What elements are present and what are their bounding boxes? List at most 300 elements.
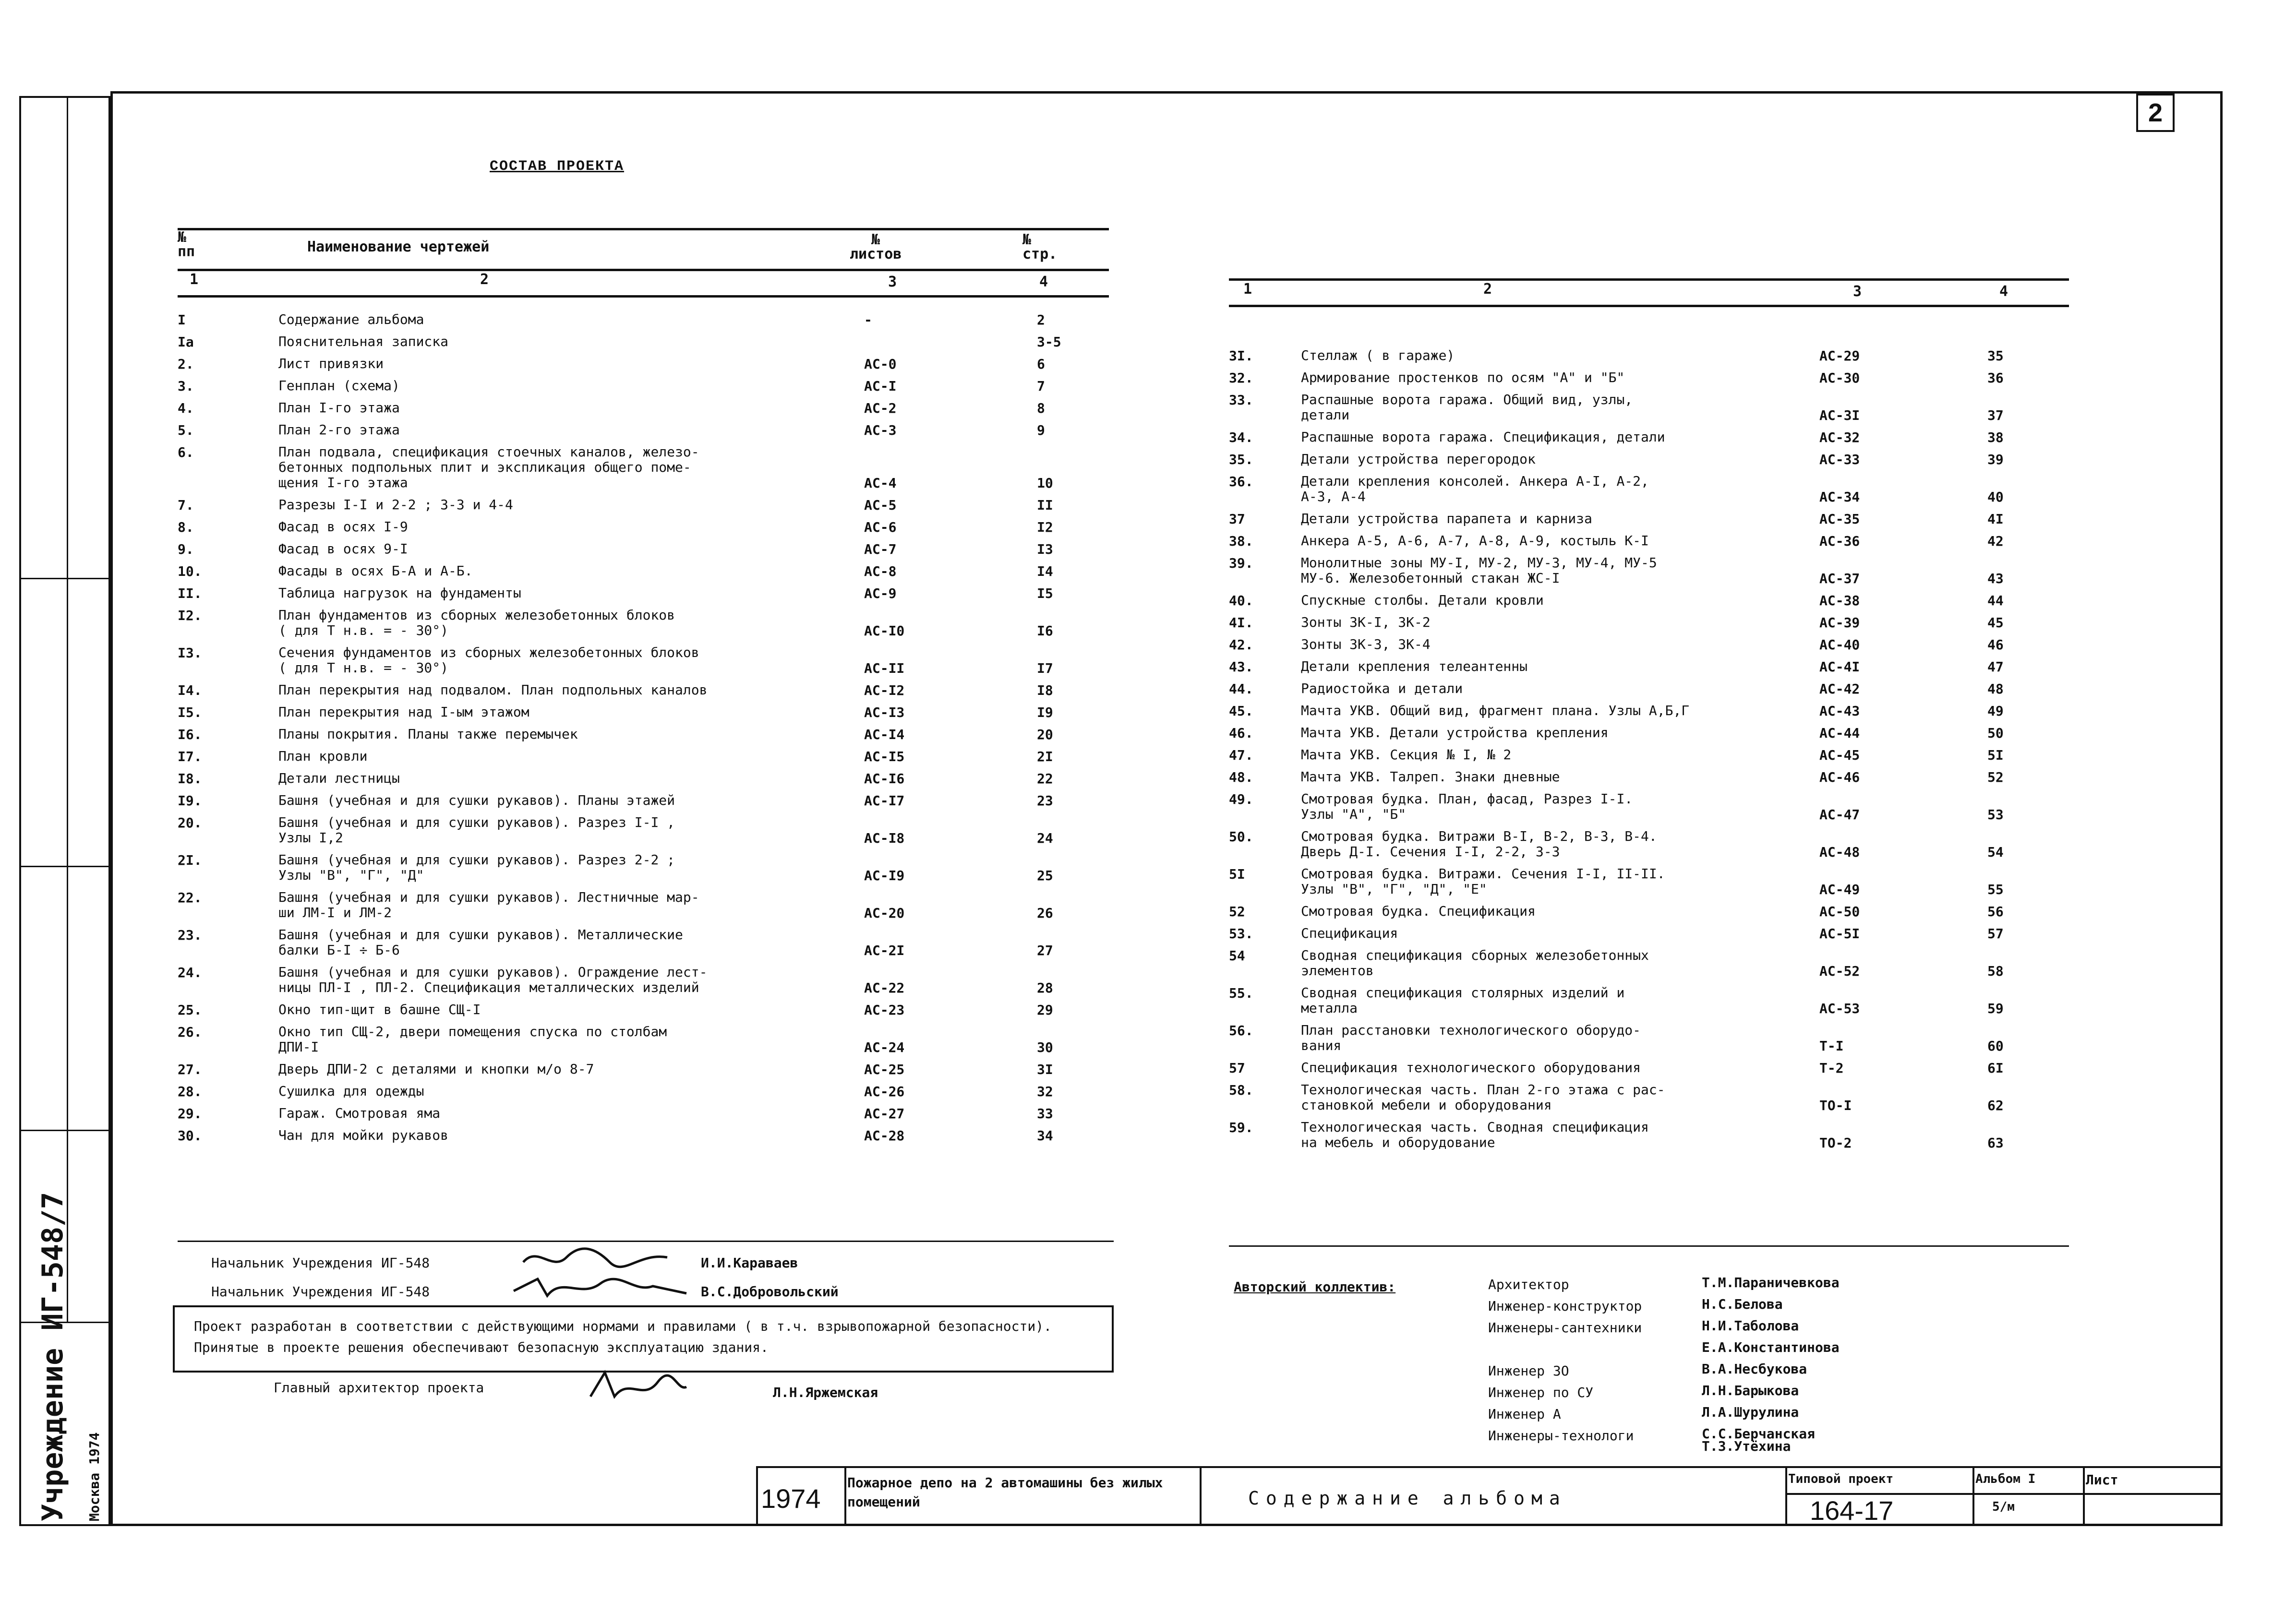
authors-heading: Авторский коллектив: bbox=[1234, 1279, 1396, 1295]
author-name: С.С.Берчанская Т.З.Утёхина bbox=[1702, 1426, 1816, 1454]
row-sheet: 38 bbox=[1987, 430, 2004, 445]
table-row bbox=[178, 705, 1109, 727]
row-sheet: 33 bbox=[1037, 1106, 1053, 1122]
table-row bbox=[1229, 452, 2069, 474]
table-row bbox=[178, 965, 1109, 1002]
table-row bbox=[178, 422, 1109, 444]
row-code: АС-20 bbox=[864, 905, 905, 921]
row-code: АС-26 bbox=[864, 1084, 905, 1099]
authors-top-rule bbox=[1229, 1245, 2069, 1247]
row-number: I9. bbox=[178, 793, 202, 809]
row-sheet: I8 bbox=[1037, 682, 1053, 698]
table-row bbox=[178, 793, 1109, 815]
row-code: АС-2 bbox=[864, 400, 897, 416]
table-row bbox=[178, 400, 1109, 422]
row-number: 23. bbox=[178, 927, 202, 943]
row-number: 7. bbox=[178, 497, 194, 513]
row-code: АС-4 bbox=[864, 475, 897, 491]
row-sheet: 44 bbox=[1987, 593, 2004, 609]
right-col1-index: 1 bbox=[1243, 281, 1252, 298]
row-number: Iа bbox=[178, 334, 194, 350]
left-header-top-rule bbox=[178, 228, 1109, 230]
row-name: Сводная спецификация сборных железобетонных элементов bbox=[1301, 947, 1649, 979]
table-row bbox=[1229, 430, 2069, 452]
row-code: АС-I bbox=[864, 378, 897, 394]
table-row bbox=[178, 585, 1109, 608]
row-number: 3I. bbox=[1229, 348, 1253, 364]
author-role: Инженер ЗО bbox=[1488, 1363, 1569, 1379]
row-sheet: 3-5 bbox=[1037, 334, 1061, 350]
left-col1-index: 1 bbox=[190, 271, 199, 288]
row-name: Распашные ворота гаража. Общий вид, узлы, детали bbox=[1301, 392, 1633, 423]
title-block-project-no: 164-17 bbox=[1810, 1495, 1894, 1526]
row-sheet: 59 bbox=[1987, 1001, 2004, 1016]
table-row bbox=[178, 927, 1109, 965]
table-row bbox=[178, 682, 1109, 705]
margin-org: Учреждение ИГ-548/7 bbox=[36, 1192, 70, 1521]
row-code: АС-48 bbox=[1819, 844, 1860, 860]
row-sheet: 26 bbox=[1037, 905, 1053, 921]
author-role: Инженеры-сантехники bbox=[1488, 1320, 1642, 1336]
table-row bbox=[178, 815, 1109, 852]
left-col-code-header: № листов bbox=[850, 231, 902, 263]
row-sheet: 9 bbox=[1037, 422, 1045, 438]
title-block-project-name: Пожарное депо на 2 автомашины без жилых помещений bbox=[847, 1475, 1163, 1510]
row-number: 24. bbox=[178, 965, 202, 980]
title-block-album-label: Альбом I bbox=[1975, 1472, 2036, 1486]
head1-role: Начальник Учреждения ИГ-548 bbox=[211, 1255, 430, 1271]
row-code: АС-37 bbox=[1819, 571, 1860, 586]
row-name: Сушилка для одежды bbox=[278, 1083, 424, 1099]
left-col4-index: 4 bbox=[1039, 274, 1048, 290]
row-code: АС-I2 bbox=[864, 682, 905, 698]
row-name: Мачта УКВ. Детали устройства крепления bbox=[1301, 725, 1609, 740]
right-col3-index: 3 bbox=[1853, 283, 1862, 300]
table-row bbox=[178, 356, 1109, 378]
row-number: 57 bbox=[1229, 1060, 1245, 1076]
row-code: АС-38 bbox=[1819, 593, 1860, 609]
row-number: I3. bbox=[178, 645, 202, 661]
row-name: Спецификация bbox=[1301, 925, 1398, 941]
table-row bbox=[178, 645, 1109, 682]
row-code: АС-9 bbox=[864, 585, 897, 601]
row-code: АС-46 bbox=[1819, 769, 1860, 785]
row-sheet: 46 bbox=[1987, 637, 2004, 653]
row-number: 9. bbox=[178, 541, 194, 557]
row-sheet: 63 bbox=[1987, 1135, 2004, 1151]
row-number: 56. bbox=[1229, 1023, 1253, 1039]
row-code: АС-3 bbox=[864, 422, 897, 438]
row-name: Сечения фундаментов из сборных железобетонных блоков ( для Т н.в. = - 30°) bbox=[278, 645, 699, 676]
row-number: 20. bbox=[178, 815, 202, 831]
row-number: 25. bbox=[178, 1002, 202, 1018]
row-name: Технологическая часть. Сводная спецификация на мебель и оборудование bbox=[1301, 1119, 1649, 1150]
row-sheet: 35 bbox=[1987, 348, 2004, 364]
row-code: АС-4I bbox=[1819, 659, 1860, 675]
row-sheet: 55 bbox=[1987, 882, 2004, 897]
author-role: Инженер-конструктор bbox=[1488, 1298, 1642, 1314]
row-code: АС-I5 bbox=[864, 749, 905, 764]
row-sheet: II bbox=[1037, 497, 1053, 513]
row-number: 47. bbox=[1229, 747, 1253, 763]
row-number: 37 bbox=[1229, 511, 1245, 527]
row-code: АС-34 bbox=[1819, 489, 1860, 505]
table-row bbox=[178, 749, 1109, 771]
table-row bbox=[1229, 474, 2069, 511]
author-role: Инженер А bbox=[1488, 1406, 1561, 1422]
row-code: АС-40 bbox=[1819, 637, 1860, 653]
author-name: Н.И.Таболова bbox=[1702, 1318, 1799, 1334]
row-code: АС-47 bbox=[1819, 807, 1860, 823]
row-number: 44. bbox=[1229, 681, 1253, 697]
row-number: 3. bbox=[178, 378, 194, 394]
row-sheet: 23 bbox=[1037, 793, 1053, 809]
table-row bbox=[1229, 866, 2069, 904]
row-code: АС-6 bbox=[864, 519, 897, 535]
row-name: Таблица нагрузок на фундаменты bbox=[278, 585, 521, 601]
row-sheet: 36 bbox=[1987, 370, 2004, 386]
table-row bbox=[178, 1106, 1109, 1128]
row-code: ТО-2 bbox=[1819, 1135, 1852, 1151]
row-sheet: 20 bbox=[1037, 727, 1053, 742]
row-name: План 2-го этажа bbox=[278, 422, 400, 438]
row-code: АС-I4 bbox=[864, 727, 905, 742]
row-name: Окно тип-щит в башне СЩ-I bbox=[278, 1002, 481, 1017]
row-number: 35. bbox=[1229, 452, 1253, 467]
row-code: АС-42 bbox=[1819, 681, 1860, 697]
row-name: Башня (учебная и для сушки рукавов). Металлические балки Б-I ÷ Б-6 bbox=[278, 927, 683, 958]
table-row bbox=[1229, 615, 2069, 637]
row-name: Детали лестницы bbox=[278, 770, 400, 786]
author-name: Т.М.Параничевкова bbox=[1702, 1275, 1840, 1290]
row-number: 50. bbox=[1229, 829, 1253, 845]
row-name: Смотровая будка. Спецификация bbox=[1301, 903, 1536, 919]
table-row bbox=[178, 890, 1109, 927]
row-number: 59. bbox=[1229, 1120, 1253, 1135]
author-name: Е.А.Константинова bbox=[1702, 1339, 1840, 1355]
row-code: АС-7 bbox=[864, 541, 897, 557]
title-block-list-label: Лист bbox=[2086, 1472, 2118, 1488]
row-number: I2. bbox=[178, 608, 202, 623]
row-name: Фасады в осях Б-А и А-Б. bbox=[278, 563, 473, 579]
row-number: I8. bbox=[178, 771, 202, 787]
table-row bbox=[1229, 769, 2069, 791]
row-sheet: 56 bbox=[1987, 904, 2004, 919]
row-number: I5. bbox=[178, 705, 202, 720]
row-code: АС-22 bbox=[864, 980, 905, 996]
table-row bbox=[178, 378, 1109, 400]
row-name: Детали устройства перегородок bbox=[1301, 451, 1536, 467]
left-col2-index: 2 bbox=[480, 271, 489, 288]
row-sheet: 37 bbox=[1987, 407, 2004, 423]
row-name: Содержание альбома bbox=[278, 311, 424, 327]
row-name: Фасад в осях 9-I bbox=[278, 541, 408, 557]
row-sheet: 48 bbox=[1987, 681, 2004, 697]
row-code: АС-II bbox=[864, 660, 905, 676]
row-sheet: I5 bbox=[1037, 585, 1053, 601]
author-role: Архитектор bbox=[1488, 1277, 1569, 1292]
row-number: 45. bbox=[1229, 703, 1253, 719]
row-name: Детали крепления консолей. Анкера А-I, А-2, А-3, А-4 bbox=[1301, 473, 1649, 504]
right-col4-index: 4 bbox=[1999, 283, 2008, 300]
row-sheet: 40 bbox=[1987, 489, 2004, 505]
row-number: 55. bbox=[1229, 985, 1253, 1001]
row-sheet: 6I bbox=[1987, 1060, 2004, 1076]
author-name: Л.А.Шурулина bbox=[1702, 1404, 1799, 1420]
row-sheet: 8 bbox=[1037, 400, 1045, 416]
row-name: Смотровая будка. Витражи В-I, В-2, В-3, В-4. Дверь Д-I. Сечения I-I, 2-2, 3-3 bbox=[1301, 828, 1657, 860]
row-name: Башня (учебная и для сушки рукавов). Разрез 2-2 ; Узлы "В", "Г", "Д" bbox=[278, 852, 675, 883]
row-sheet: 42 bbox=[1987, 533, 2004, 549]
row-name: Зонты ЗК-3, ЗК-4 bbox=[1301, 636, 1431, 652]
row-number: 54 bbox=[1229, 948, 1245, 964]
row-number: 29. bbox=[178, 1106, 202, 1122]
row-code: АС-52 bbox=[1819, 963, 1860, 979]
row-name: Монолитные зоны МУ-I, МУ-2, МУ-3, МУ-4, МУ-5 МУ-6. Железобетонный стакан ЖС-I bbox=[1301, 555, 1657, 586]
table-row bbox=[1229, 1060, 2069, 1082]
row-name: Пояснительная записка bbox=[278, 334, 449, 349]
row-name: План кровли bbox=[278, 748, 368, 764]
row-code: АС-8 bbox=[864, 563, 897, 579]
table-row bbox=[1229, 725, 2069, 747]
table-row bbox=[1229, 511, 2069, 533]
table-row bbox=[1229, 904, 2069, 926]
row-sheet: 47 bbox=[1987, 659, 2004, 675]
table-row bbox=[1229, 348, 2069, 370]
left-header-mid-rule bbox=[178, 269, 1109, 271]
safety-note-box bbox=[173, 1305, 1114, 1373]
author-name: Н.С.Белова bbox=[1702, 1296, 1783, 1312]
row-code: АС-50 bbox=[1819, 904, 1860, 919]
row-name: Чан для мойки рукавов bbox=[278, 1127, 449, 1143]
row-name: План подвала, спецификация стоечных каналов, железо- бетонных подпольных плит и экспликация общего поме- щения I-го этажа bbox=[278, 444, 699, 490]
title-block-project-no-label: Типовой проект bbox=[1788, 1472, 1894, 1486]
row-sheet: 6 bbox=[1037, 356, 1045, 372]
row-number: 30. bbox=[178, 1128, 202, 1144]
row-sheet: 43 bbox=[1987, 571, 2004, 586]
row-sheet: 53 bbox=[1987, 807, 2004, 823]
row-name: Башня (учебная и для сушки рукавов). Лестничные мар- ши ЛМ-I и ЛМ-2 bbox=[278, 889, 699, 920]
row-name: Планы покрытия. Планы также перемычек bbox=[278, 726, 578, 742]
row-name: Распашные ворота гаража. Спецификация, детали bbox=[1301, 429, 1665, 445]
table-row bbox=[1229, 533, 2069, 555]
row-sheet: 29 bbox=[1037, 1002, 1053, 1018]
table-row bbox=[1229, 1120, 2069, 1157]
row-code: АС-44 bbox=[1819, 725, 1860, 741]
row-sheet: 5I bbox=[1987, 747, 2004, 763]
table-row bbox=[1229, 948, 2069, 985]
row-number: 27. bbox=[178, 1062, 202, 1077]
row-code: АС-I3 bbox=[864, 705, 905, 720]
row-code: Т-I bbox=[1819, 1038, 1844, 1054]
row-sheet: 34 bbox=[1037, 1128, 1053, 1144]
chief-architect-name: Л.Н.Яржемская bbox=[773, 1385, 878, 1400]
row-name: План перекрытия над I-ым этажом bbox=[278, 704, 529, 720]
row-name: Смотровая будка. План, фасад, Разрез I-I. Узлы "А", "Б" bbox=[1301, 791, 1633, 822]
table-row bbox=[178, 1128, 1109, 1150]
row-name: Стеллаж ( в гараже) bbox=[1301, 347, 1455, 363]
table-row bbox=[178, 1002, 1109, 1024]
table-row bbox=[1229, 747, 2069, 769]
row-sheet: 4I bbox=[1987, 511, 2004, 527]
row-code: АС-25 bbox=[864, 1062, 905, 1077]
row-name: Башня (учебная и для сушки рукавов). Планы этажей bbox=[278, 792, 675, 808]
row-name: Фасад в осях I-9 bbox=[278, 519, 408, 535]
row-number: 5I bbox=[1229, 866, 1245, 882]
row-number: II. bbox=[178, 585, 202, 601]
row-code: ТО-I bbox=[1819, 1098, 1852, 1113]
row-number: 42. bbox=[1229, 637, 1253, 653]
page-title: СОСТАВ ПРОЕКТА bbox=[490, 158, 625, 175]
table-row bbox=[1229, 926, 2069, 948]
table-row bbox=[178, 563, 1109, 585]
row-name: План перекрытия над подвалом. План подпольных каналов bbox=[278, 682, 708, 698]
table-row bbox=[1229, 555, 2069, 593]
left-header-bottom-rule bbox=[178, 295, 1109, 298]
row-code: АС-0 bbox=[864, 356, 897, 372]
row-code: АС-5 bbox=[864, 497, 897, 513]
row-sheet: 62 bbox=[1987, 1098, 2004, 1113]
row-code: АС-45 bbox=[1819, 747, 1860, 763]
row-code: АС-I9 bbox=[864, 868, 905, 884]
row-number: 33. bbox=[1229, 392, 1253, 408]
row-sheet: 7 bbox=[1037, 378, 1045, 394]
row-code: АС-36 bbox=[1819, 533, 1860, 549]
row-code: АС-I8 bbox=[864, 830, 905, 846]
title-block-sheet-title: Содержание альбома bbox=[1248, 1488, 1567, 1509]
table-row bbox=[178, 1024, 1109, 1062]
table-row bbox=[178, 334, 1109, 356]
row-code: АС-43 bbox=[1819, 703, 1860, 719]
row-number: 49. bbox=[1229, 791, 1253, 807]
title-block-album-value: 5/м bbox=[1992, 1500, 2015, 1514]
row-sheet: I7 bbox=[1037, 660, 1053, 676]
table-row bbox=[178, 771, 1109, 793]
row-sheet: 25 bbox=[1037, 868, 1053, 884]
title-block-year: 1974 bbox=[761, 1483, 821, 1514]
row-name: Детали крепления телеантенны bbox=[1301, 658, 1528, 674]
row-name: Генплан (схема) bbox=[278, 378, 400, 394]
right-header-top-rule bbox=[1229, 278, 2069, 281]
chief-architect-role: Главный архитектор проекта bbox=[274, 1380, 484, 1396]
row-name: Гараж. Смотровая яма bbox=[278, 1105, 441, 1121]
row-name: План расстановки технологического оборудо- вания bbox=[1301, 1022, 1641, 1053]
head2-role: Начальник Учреждения ИГ-548 bbox=[211, 1284, 430, 1300]
row-number: 32. bbox=[1229, 370, 1253, 386]
author-role: Инженер по СУ bbox=[1488, 1385, 1594, 1400]
row-sheet: 22 bbox=[1037, 771, 1053, 787]
signature-scribble-2 bbox=[509, 1272, 691, 1305]
row-number: I6. bbox=[178, 727, 202, 742]
row-number: 26. bbox=[178, 1024, 202, 1040]
author-name: В.А.Несбукова bbox=[1702, 1361, 1807, 1377]
row-number: 46. bbox=[1229, 725, 1253, 741]
row-sheet: 50 bbox=[1987, 725, 2004, 741]
row-name: Мачта УКВ. Общий вид, фрагмент плана. Узлы А,Б,Г bbox=[1301, 703, 1690, 718]
row-number: 52 bbox=[1229, 904, 1245, 919]
row-number: 28. bbox=[178, 1084, 202, 1099]
table-row bbox=[1229, 637, 2069, 659]
table-row bbox=[1229, 593, 2069, 615]
row-code: АС-30 bbox=[1819, 370, 1860, 386]
row-name: Лист привязки bbox=[278, 356, 384, 371]
row-sheet: 30 bbox=[1037, 1039, 1053, 1055]
safety-note: Проект разработан в соответствии с действующими нормами и правилами ( в т.ч. взрывопожарной безопасности). Принятые в проекте решения обеспечивают безопасную эксплуатацию здания. bbox=[194, 1318, 1052, 1355]
margin-city: Москва 1974 bbox=[86, 1432, 102, 1521]
row-name: Анкера А-5, А-6, А-7, А-8, А-9, костыль К-I bbox=[1301, 533, 1649, 549]
row-code: АС-I6 bbox=[864, 771, 905, 787]
row-name: Башня (учебная и для сушки рукавов). Ограждение лест- ницы ПЛ-I , ПЛ-2. Спецификация металлических изделий bbox=[278, 964, 708, 995]
row-code: Т-2 bbox=[1819, 1060, 1844, 1076]
table-row bbox=[1229, 1082, 2069, 1120]
row-number: 2I. bbox=[178, 852, 202, 868]
row-code: АС-28 bbox=[864, 1128, 905, 1144]
row-code: АС-5I bbox=[1819, 926, 1860, 942]
table-row bbox=[1229, 392, 2069, 430]
row-sheet: 45 bbox=[1987, 615, 2004, 631]
row-sheet: 2 bbox=[1037, 312, 1045, 328]
table-row bbox=[1229, 829, 2069, 866]
signature-scribble-3 bbox=[586, 1368, 691, 1406]
row-name: Окно тип СЩ-2, двери помещения спуска по столбам ДПИ-I bbox=[278, 1024, 667, 1055]
row-name: Дверь ДПИ-2 с деталями и кнопки м/о 8-7 bbox=[278, 1061, 594, 1077]
row-sheet: I4 bbox=[1037, 563, 1053, 579]
row-name: Сводная спецификация столярных изделий и металла bbox=[1301, 985, 1625, 1016]
row-sheet: 39 bbox=[1987, 452, 2004, 467]
row-sheet: 28 bbox=[1037, 980, 1053, 996]
row-number: 40. bbox=[1229, 593, 1253, 609]
table-row bbox=[178, 497, 1109, 519]
table-row bbox=[1229, 681, 2069, 703]
row-number: 8. bbox=[178, 519, 194, 535]
row-number: 22. bbox=[178, 890, 202, 906]
row-name: План фундаментов из сборных железобетонных блоков ( для Т н.в. = - 30°) bbox=[278, 607, 675, 638]
row-number: 39. bbox=[1229, 555, 1253, 571]
row-number: 36. bbox=[1229, 474, 1253, 490]
table-row bbox=[1229, 791, 2069, 829]
row-sheet: 32 bbox=[1037, 1084, 1053, 1099]
row-sheet: 24 bbox=[1037, 830, 1053, 846]
row-name: Армирование простенков по осям "А" и "Б" bbox=[1301, 370, 1625, 385]
row-sheet: 60 bbox=[1987, 1038, 2004, 1054]
row-sheet: I6 bbox=[1037, 623, 1053, 639]
row-sheet: I9 bbox=[1037, 705, 1053, 720]
row-number: 6. bbox=[178, 444, 194, 460]
row-code: АС-53 bbox=[1819, 1001, 1860, 1016]
table-row bbox=[1229, 985, 2069, 1023]
row-name: Мачта УКВ. Секция № I, № 2 bbox=[1301, 747, 1512, 763]
row-number: 53. bbox=[1229, 926, 1253, 942]
row-code: АС-49 bbox=[1819, 882, 1860, 897]
row-name: Технологическая часть. План 2-го этажа с рас- становкой мебели и оборудования bbox=[1301, 1082, 1665, 1113]
row-code: - bbox=[864, 312, 872, 328]
row-code: АС-24 bbox=[864, 1039, 905, 1055]
row-number: 10. bbox=[178, 563, 202, 579]
row-name: Детали устройства парапета и карниза bbox=[1301, 511, 1592, 526]
table-row bbox=[1229, 1023, 2069, 1060]
left-col-sheets-header: № стр. bbox=[1022, 231, 1058, 263]
row-sheet: 54 bbox=[1987, 844, 2004, 860]
row-sheet: 27 bbox=[1037, 943, 1053, 958]
row-sheet: 3I bbox=[1037, 1062, 1053, 1077]
row-name: Спускные столбы. Детали кровли bbox=[1301, 592, 1544, 608]
table-row bbox=[1229, 370, 2069, 392]
sheet-number: 2 bbox=[2136, 94, 2175, 132]
table-row bbox=[1229, 703, 2069, 725]
row-sheet: 49 bbox=[1987, 703, 2004, 719]
row-number: 43. bbox=[1229, 659, 1253, 675]
row-sheet: 52 bbox=[1987, 769, 2004, 785]
